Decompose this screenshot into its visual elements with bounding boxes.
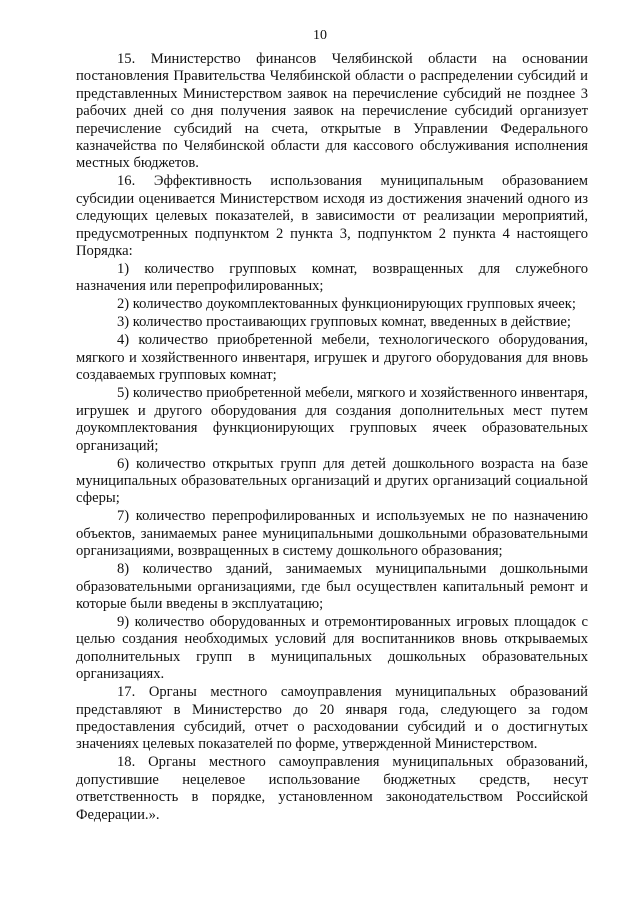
indicator-item-3: 3) количество простаивающих групповых комнат, введенных в действие; — [117, 314, 571, 331]
indicator-item-9: 9) количество оборудованных и отремонтированных игровых площадок с целью создания необходимых условий для воспитанников вновь открываемых дополнительных групп в муниципальных дошкольных образовательных организациях. — [76, 613, 588, 683]
document-body — [76, 51, 588, 825]
paragraph-17: 17. Органы местного самоуправления муниципальных образований представляют в Министерство до 20 января года, следующего за годом предоставления субсидий, отчет о расходовании субсидий и о достигнутых значениях целевых показателей по форме, утвержденной Министерством. — [76, 684, 588, 753]
indicator-item-4: 4) количество приобретенной мебели, технологического оборудования, мягкого и хозяйственного инвентаря, игрушек и другого оборудования для вновь создаваемых групповых комнат; — [76, 332, 588, 384]
paragraph-18: 18. Органы местного самоуправления муниципальных образований, допустившие нецелевое использование бюджетных средств, несут ответственность в порядке, установленном законодательством Российской Федерации.». — [76, 754, 588, 823]
paragraph-15: 15. Министерство финансов Челябинской области на основании постановления Правительства Челябинской области о распределении субсидий и представленных Министерством заявок на перечисление субсидий не позднее 3 рабочих дней со дня получения заявок на перечисление субсидий организует перечисление субсидий на счета, открытые в Управлении Федерального казначейства по Челябинской области для кассового обслуживания исполнения местных бюджетов. — [76, 51, 588, 172]
indicator-item-5: 5) количество приобретенной мебели, мягкого и хозяйственного инвентаря, игрушек и другого оборудования для создания дополнительных мест путем доукомплектования функционирующих групповых ячеек образовательных организаций; — [76, 385, 588, 454]
indicator-item-1: 1) количество групповых комнат, возвращенных для служебного назначения или перепрофилированных; — [76, 261, 588, 295]
indicator-item-8: 8) количество зданий, занимаемых муниципальными дошкольными образовательными организациями, где был осуществлен капитальный ремонт и которые были введены в эксплуатацию; — [76, 561, 588, 612]
indicator-item-2: 2) количество доукомплектованных функционирующих групповых ячеек; — [117, 296, 576, 313]
indicator-item-6: 6) количество открытых групп для детей дошкольного возраста на базе муниципальных образовательных организаций и других организаций социальной сферы; — [76, 455, 588, 507]
indicator-item-7: 7) количество перепрофилированных и используемых не по назначению объектов, занимаемых ранее муниципальными дошкольными образовательными организациями, возвращенных в систему дошкольного образования; — [76, 508, 588, 560]
page-number: 10 — [313, 28, 327, 43]
paragraph-16: 16. Эффективность использования муниципальным образованием субсидии оценивается Министерством исходя из достижения значений одного из следующих целевых показателей, в зависимости от реализации мероприятий, предусмотренных подпунктом 2 пункта 3, подпунктом 2 пункта 4 настоящего Порядка: — [76, 173, 588, 260]
